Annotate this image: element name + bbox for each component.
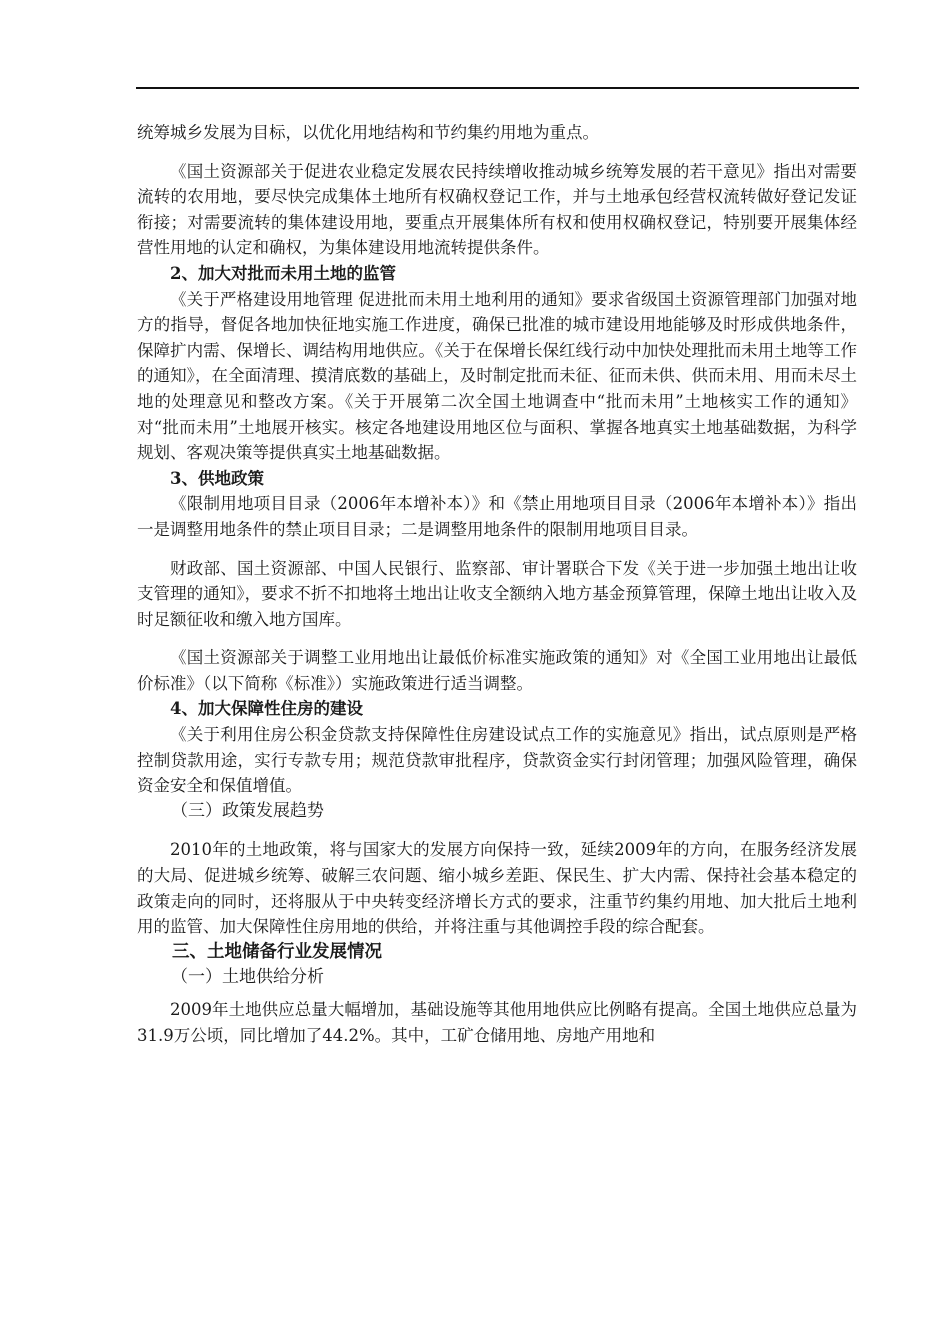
paragraph-revenue-management: 财政部、国土资源部、中国人民银行、监察部、审计署联合下发《关于进一步加强土地出让收支管理的通知》，要求不折不扣地将土地出让收支全额纳入地方基金预算管理，保障土地出让收入及时足额征收和缴入地方国库。: [137, 558, 857, 629]
paragraph-policy-trend: 2010年的土地政策，将与国家大的发展方向保持一致，延续2009年的方向，在服务经济发展的大局、促进城乡统筹、破解三农问题、缩小城乡差距、保民生、扩大内需、保持社会基本稳定的政策走向的同时，还将服从于中央转变经济增长方式的要求，注重节约集约用地、加大批后土地利用的监管、加大保障性住房用地的供给，并将注重与其他调控手段的综合配套。: [137, 840, 857, 937]
heading-policy-trend: （三）政策发展趋势: [171, 800, 324, 821]
heading-section-three: 三、土地储备行业发展情况: [172, 941, 382, 962]
paragraph-ministry-opinion: 《国土资源部关于促进农业稳定发展农民持续增收推动城乡统筹发展的若干意见》指出对需要流转的农用地，要尽快完成集体土地所有权确权登记工作，并与土地承包经营权流转做好登记发证衔接；对需要流转的集体建设用地，要重点开展集体所有权和使用权确权登记，特别要开展集体经营性用地的认定和确权，为集体建设用地流转提供条件。: [137, 161, 857, 258]
paragraph-supervision: 《关于严格建设用地管理 促进批而未用土地利用的通知》要求省级国土资源管理部门加强对地方的指导，督促各地加快征地实施工作进度，确保已批准的城市建设用地能够及时形成供地条件，保障扩内需、保增长、调结构用地供应。《关于在保增长保红线行动中加快处理批而未用土地等工作的通知》，在全面清理、摸清底数的基础上，及时制定批而未征、征而未供、供而未用、用而未尽土地的处理意见和整改方案。《关于开展第二次全国土地调查中“批而未用”土地核实工作的通知》对“批而未用”土地展开核实。核定各地建设用地区位与面积、掌握各地真实土地基础数据，为科学规划、客观决策等提供真实土地基础数据。: [137, 289, 857, 463]
document-body: [137, 120, 857, 1048]
heading-supply-analysis: （一）土地供给分析: [171, 967, 324, 988]
paragraph-supply-analysis: 2009年土地供应总量大幅增加，基础设施等其他用地供应比例略有提高。全国土地供应总量为31.9万公顷，同比增加了44.2%。其中，工矿仓储用地、房地产用地和: [137, 1000, 857, 1045]
paragraph-intro: 统筹城乡发展为目标，以优化用地结构和节约集约用地为重点。: [137, 123, 599, 142]
paragraph-catalog: 《限制用地项目目录（2006年本增补本）》和《禁止用地项目目录（2006年本增补本）》指出一是调整用地条件的禁止项目目录；二是调整用地条件的限制用地项目目录。: [137, 494, 857, 539]
paragraph-affordable-housing: 《关于利用住房公积金贷款支持保障性住房建设试点工作的实施意见》指出，试点原则是严格控制贷款用途，实行专款专用；规范贷款审批程序，贷款资金实行封闭管理；加强风险管理，确保资金安全和保值增值。: [137, 725, 857, 796]
heading-affordable-housing: 4、加大保障性住房的建设: [170, 699, 363, 719]
heading-land-supply-policy: 3、供地政策: [170, 468, 264, 488]
header-rule: [136, 87, 859, 89]
paragraph-industrial-price: 《国土资源部关于调整工业用地出让最低价标准实施政策的通知》对《全国工业用地出让最低价标准》（以下简称《标准》）实施政策进行适当调整。: [137, 648, 857, 693]
heading-supervision: 2、加大对批而未用土地的监管: [170, 263, 396, 283]
